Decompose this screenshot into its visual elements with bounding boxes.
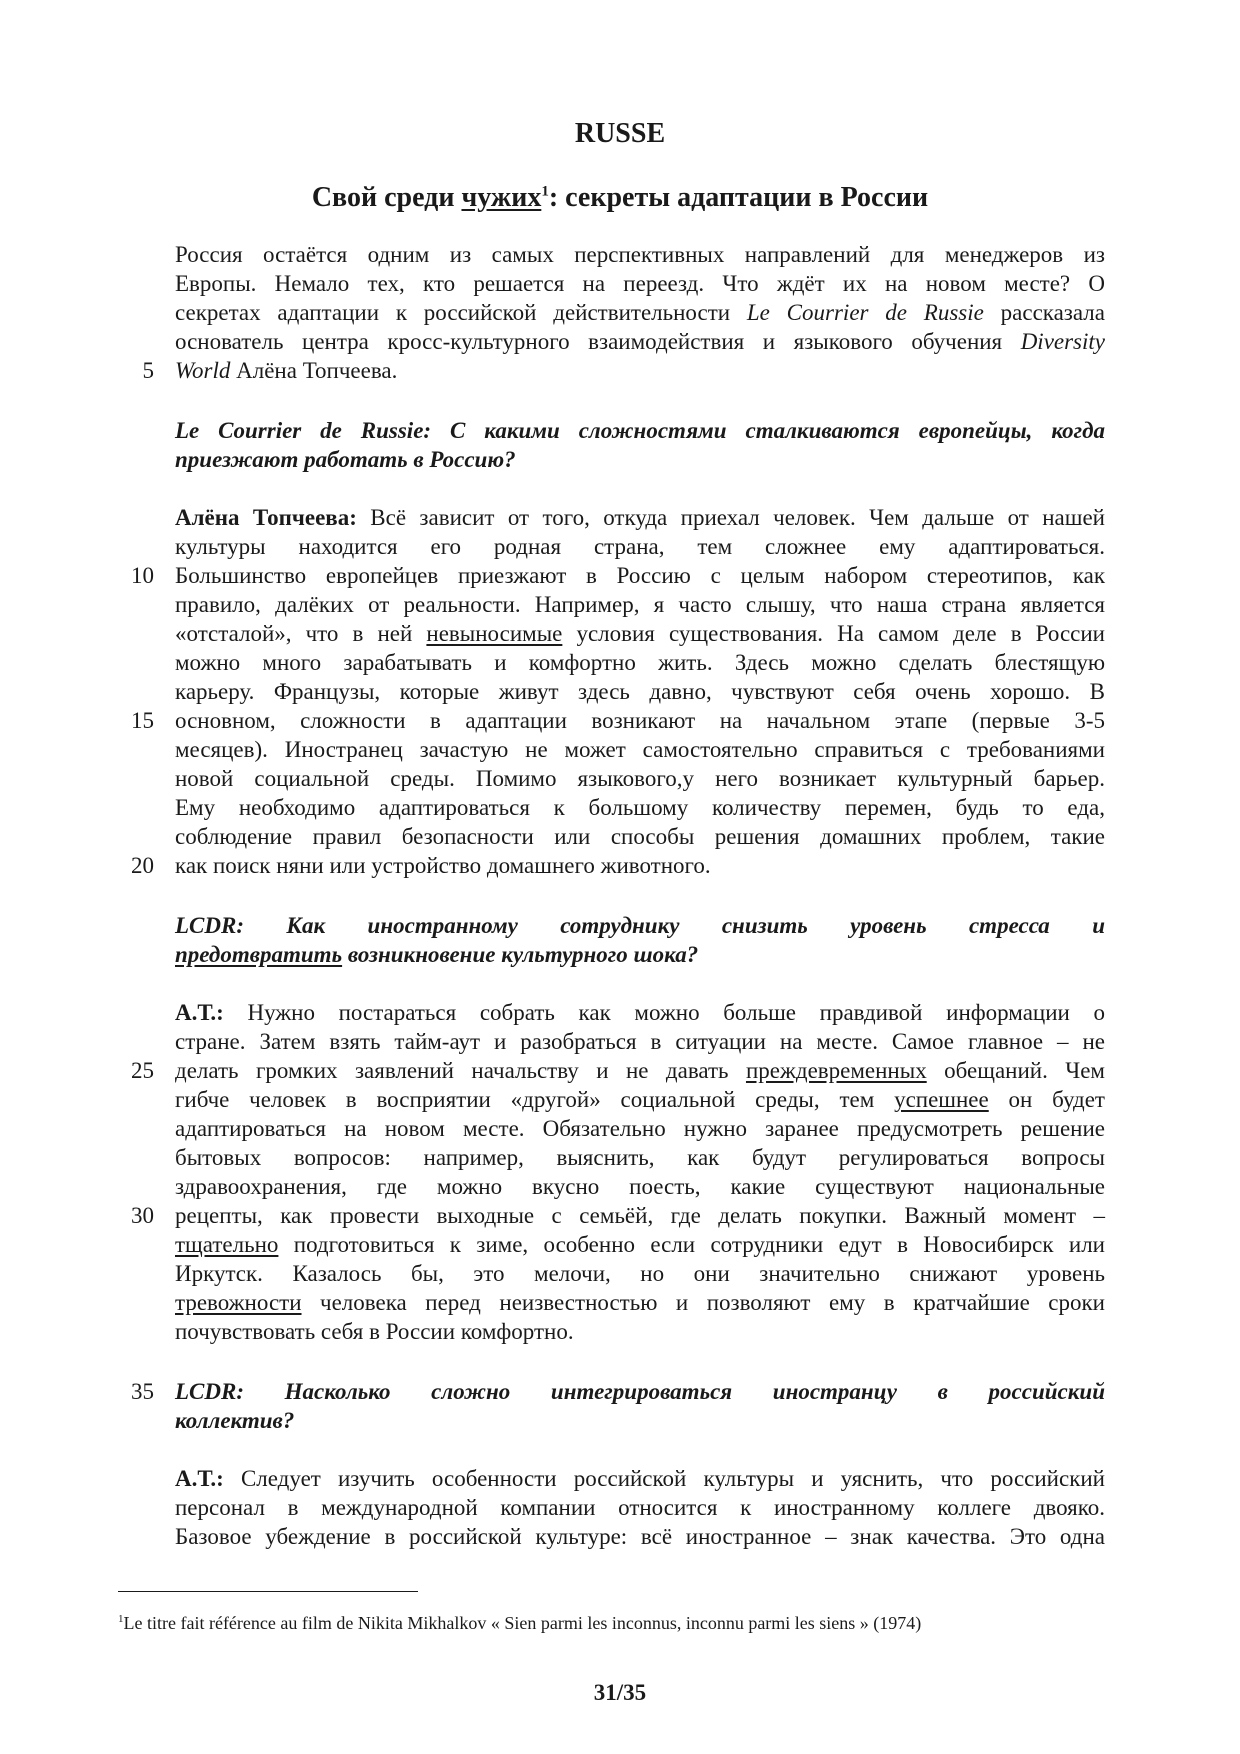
answer-line: тревожности человека перед неизвестностью и позволяют ему в кратчайшие сроки (175, 1290, 1105, 1315)
intro-line: World Алёна Топчеева. (175, 358, 398, 383)
answer-line: Алёна Топчеева: Всё зависит от того, откуда приехал человек. Чем дальше от нашей (175, 505, 1105, 530)
article-title: Свой среди чужих$^1$: секреты адаптации в России (311, 182, 929, 213)
line-number: 25 (131, 1058, 154, 1083)
answer-line: стране. Затем взять тайм-аут и разобраться в ситуации на месте. Самое главное – не (175, 1029, 1105, 1054)
line-number: 35 (131, 1379, 154, 1404)
answer-line: здравоохранения, где можно вкусно поесть, какие существуют национальные (175, 1174, 1105, 1199)
question-line: коллектив? (175, 1408, 295, 1433)
line-number: 30 (131, 1203, 154, 1228)
footnote-divider (118, 1591, 418, 1592)
answer-line: можно много зарабатывать и комфортно жить. Здесь можно сделать блестящую (175, 650, 1105, 675)
answer-line: рецепты, как провести выходные с семьёй, где делать покупки. Важный момент – (175, 1203, 1105, 1228)
answer-line: делать громких заявлений начальству и не давать преждевременных обещаний. Чем (175, 1058, 1105, 1083)
answer-line: новой социальной среды. Помимо языкового,у него возникает культурный барьер. (175, 766, 1105, 791)
question-line: предотвратить возникновение культурного шока? (175, 942, 699, 967)
page-number: 31/35 (593, 1680, 647, 1705)
answer-line: Большинство европейцев приезжают в Россию с целым набором стереотипов, как (175, 563, 1105, 588)
answer-line: Базовое убеждение в российской культуре: всё иностранное – знак качества. Это одна (175, 1524, 1105, 1549)
title-underlined-word: чужих (461, 182, 542, 213)
line-number: 20 (131, 853, 154, 878)
section-title: RUSSE (574, 118, 666, 149)
line-number: 10 (131, 563, 154, 588)
answer-line: бытовых вопросов: например, выяснить, как будут регулироваться вопросы (175, 1145, 1105, 1170)
line-number: 5 (142, 358, 154, 383)
speaker-name: А.Т.: (175, 1466, 224, 1491)
answer-line: тщательно подготовиться к зиме, особенно если сотрудники едут в Новосибирск или (175, 1232, 1105, 1257)
answer-line: Ему необходимо адаптироваться к большому количеству перемен, будь то еда, (175, 795, 1105, 820)
answer-line: А.Т.: Нужно постараться собрать как можно больше правдивой информации о (175, 1000, 1105, 1025)
answer-line: почувствовать себя в России комфортно. (175, 1319, 574, 1344)
answer-line: А.Т.: Следует изучить особенности российской культуры и уяснить, что российский (175, 1466, 1105, 1491)
answer-line: основном, сложности в адаптации возникают на начальном этапе (первые 3-5 (175, 708, 1105, 733)
intro-line: Россия остаётся одним из самых перспективных направлений для менеджеров из (175, 242, 1105, 267)
footnote: $^1$Le titre fait référence au film de Nikita Mikhalkov « Sien parmi les inconnus, inconnu parmi les siens » (1974) (118, 1613, 922, 1633)
answer-line: месяцев). Иностранец зачастую не может самостоятельно справиться с требованиями (175, 737, 1105, 762)
question-line: LCDR: Насколько сложно интегрироваться иностранцу в российский (175, 1379, 1105, 1404)
question-line: приезжают работать в Россию? (175, 447, 516, 472)
answer-line: культуры находится его родная страна, тем сложнее ему адаптироваться. (175, 534, 1105, 559)
answer-line: соблюдение правил безопасности или способы решения домашних проблем, такие (175, 824, 1105, 849)
footnote-ref: 1 (541, 183, 549, 200)
answer-line: Иркутск. Казалось бы, это мелочи, но они значительно снижают уровень (175, 1261, 1105, 1286)
question-line: LCDR: Как иностранному сотруднику снизить уровень стресса и (175, 913, 1105, 938)
answer-line: адаптироваться на новом месте. Обязательно нужно заранее предусмотреть решение (175, 1116, 1105, 1141)
question-line: Le Courrier de Russie: С какими сложностями сталкиваются европейцы, когда (175, 418, 1105, 443)
speaker-name: Алёна Топчеева: (175, 505, 357, 530)
speaker-name: А.Т.: (175, 1000, 224, 1025)
answer-line: персонал в международной компании относится к иностранному коллеге двояко. (175, 1495, 1105, 1520)
answer-line: карьеру. Французы, которые живут здесь давно, чувствуют себя очень хорошо. В (175, 679, 1105, 704)
answer-line: гибче человек в восприятии «другой» социальной среды, тем успешнее он будет (175, 1087, 1105, 1112)
answer-line: «отсталой», что в ней невыносимые условия существования. На самом деле в России (175, 621, 1105, 646)
answer-line: как поиск няни или устройство домашнего животного. (175, 853, 711, 878)
answer-line: правило, далёких от реальности. Например, я часто слышу, что наша страна является (175, 592, 1105, 617)
intro-line: секретах адаптации к российской действительности Le Courrier de Russie рассказала (175, 300, 1105, 325)
intro-line: основатель центра кросс-культурного взаимодействия и языкового обучения Diversity (175, 329, 1105, 354)
line-number: 15 (131, 708, 154, 733)
intro-line: Европы. Немало тех, кто решается на переезд. Что ждёт их на новом месте? О (175, 271, 1105, 296)
